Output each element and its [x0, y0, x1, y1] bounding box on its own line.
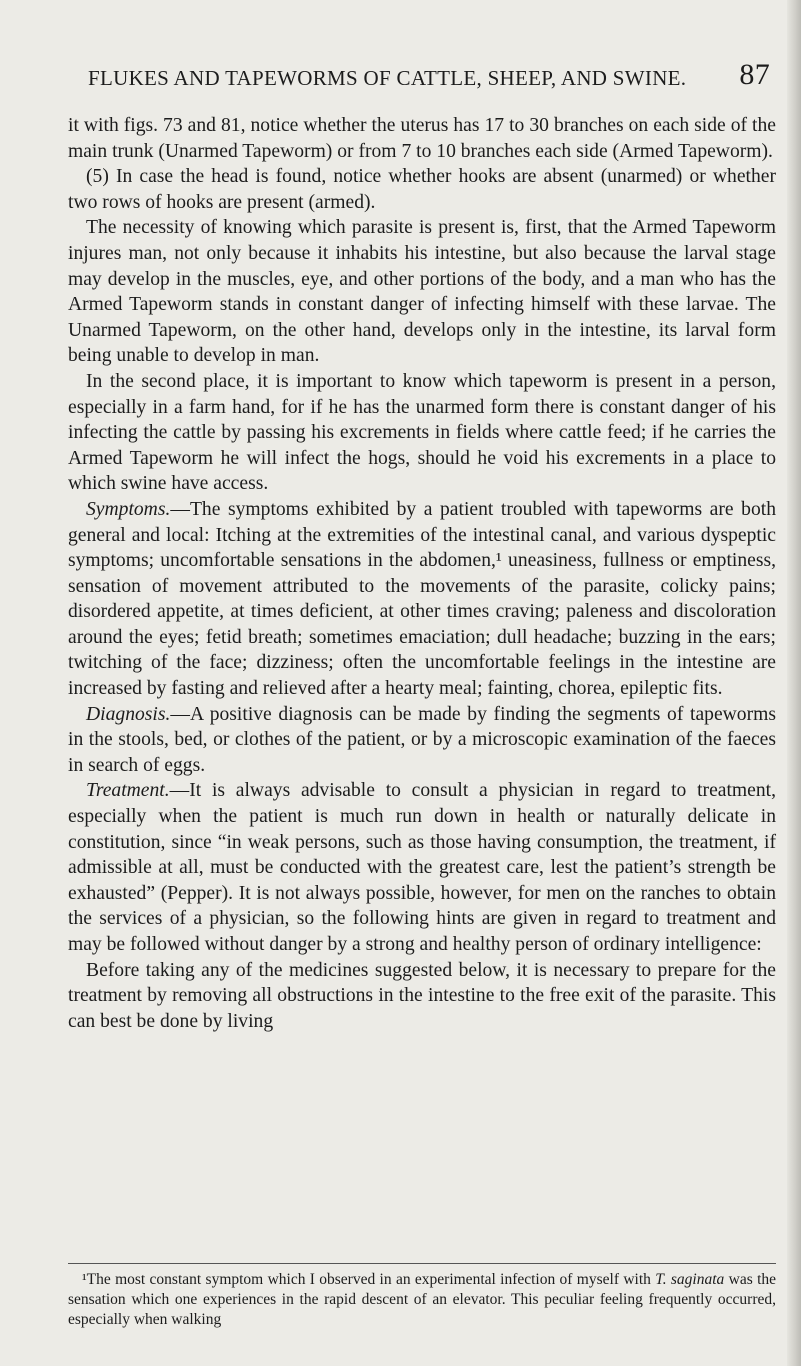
running-title: FLUKES AND TAPEWORMS OF CATTLE, SHEEP, AND SWINE.	[88, 66, 687, 90]
paragraph-treatment: Treatment.—It is always advisable to consult a physician in regard to treatment, especially when the patient is much run down in health or naturally delicate in constitution, since “in weak persons, such as those having consumption, the treatment, if admissible at all, must be conducted with the greatest care, lest the patient’s strength be exhausted” (Pepper). It is not always possible, however, for men on the ranches to obtain the services of a physician, so the following hints are given in regard to treatment and may be followed without danger by a strong and healthy person of ordinary intelligence:	[68, 780, 776, 955]
diagnosis-heading: Diagnosis.	[86, 703, 171, 725]
footnote	[68, 1270, 776, 1330]
paragraph-diagnosis: Diagnosis.—A positive diagnosis can be made by finding the segments of tapeworms in the stools, bed, or clothes of the patient, or by a microscopic examination of the faeces in search of eggs.	[68, 703, 776, 776]
page-edge-shadow	[787, 0, 801, 1366]
paragraph-head-hooks: (5) In case the head is found, notice whether hooks are absent (unarmed) or whether two rows of hooks are present (armed).	[68, 166, 776, 213]
paragraph-fig-reference: it with figs. 73 and 81, notice whether the uterus has 17 to 30 branches on each side of the main trunk (Unarmed Tapeworm) or from 7 to 10 branches each side (Armed Tapeworm).	[68, 115, 776, 162]
paragraph-before-taking: Before taking any of the medicines suggested below, it is necessary to prepare for the treatment by removing all obstructions in the intestine to the free exit of the parasite. This can best be done by living	[68, 959, 776, 1032]
paragraph-second-place: In the second place, it is important to know which tapeworm is present in a person, especially in a farm hand, for if he has the unarmed form there is constant danger of his infecting the cattle by passing his excrements in fields where cattle feed; if he carries the Armed Tapeworm he will infect the hogs, should he void his excrements in a place to which swine have access.	[68, 370, 776, 495]
body-text	[68, 113, 776, 1034]
footnote-divider	[68, 1263, 776, 1264]
paragraph-symptoms: Symptoms.—The symptoms exhibited by a patient troubled with tapeworms are both general and local: Itching at the extremities of the intestinal canal, and various dyspeptic symptoms; uncomfortable sensations in the abdomen,¹ uneasiness, fullness or emptiness, sensation of movement attributed to the movements of the parasite, colicky pains; disordered appetite, at times deficient, at other times craving; paleness and discoloration around the eyes; fetid breath; sometimes emaciation; dull headache; buzzing in the ears; twitching of the face; dizziness; often the uncomfortable feelings in the intestine are increased by fasting and relieved after a hearty meal; fainting, chorea, epileptic fits.	[68, 498, 776, 700]
treatment-heading: Treatment.	[86, 780, 170, 802]
symptoms-heading: Symptoms.	[86, 498, 171, 520]
footnote-text: ¹The most constant symptom which I observed in an experimental infection of myself with T. saginata was the sensation which one experiences in the rapid descent of an elevator. This peculiar feeling frequently occurred, especially when walking	[68, 1271, 777, 1328]
page-number: 87	[739, 58, 770, 91]
paragraph-necessity: The necessity of knowing which parasite is present is, first, that the Armed Tapeworm injures man, not only because it inhabits his intestine, but also because the larval stage may develop in the muscles, eye, and other portions of the body, and a man who has the Armed Tapeworm stands in constant danger of infecting himself with these larvae. The Unarmed Tapeworm, on the other hand, develops only in the intestine, its larval form being unable to develop in man.	[68, 217, 776, 367]
